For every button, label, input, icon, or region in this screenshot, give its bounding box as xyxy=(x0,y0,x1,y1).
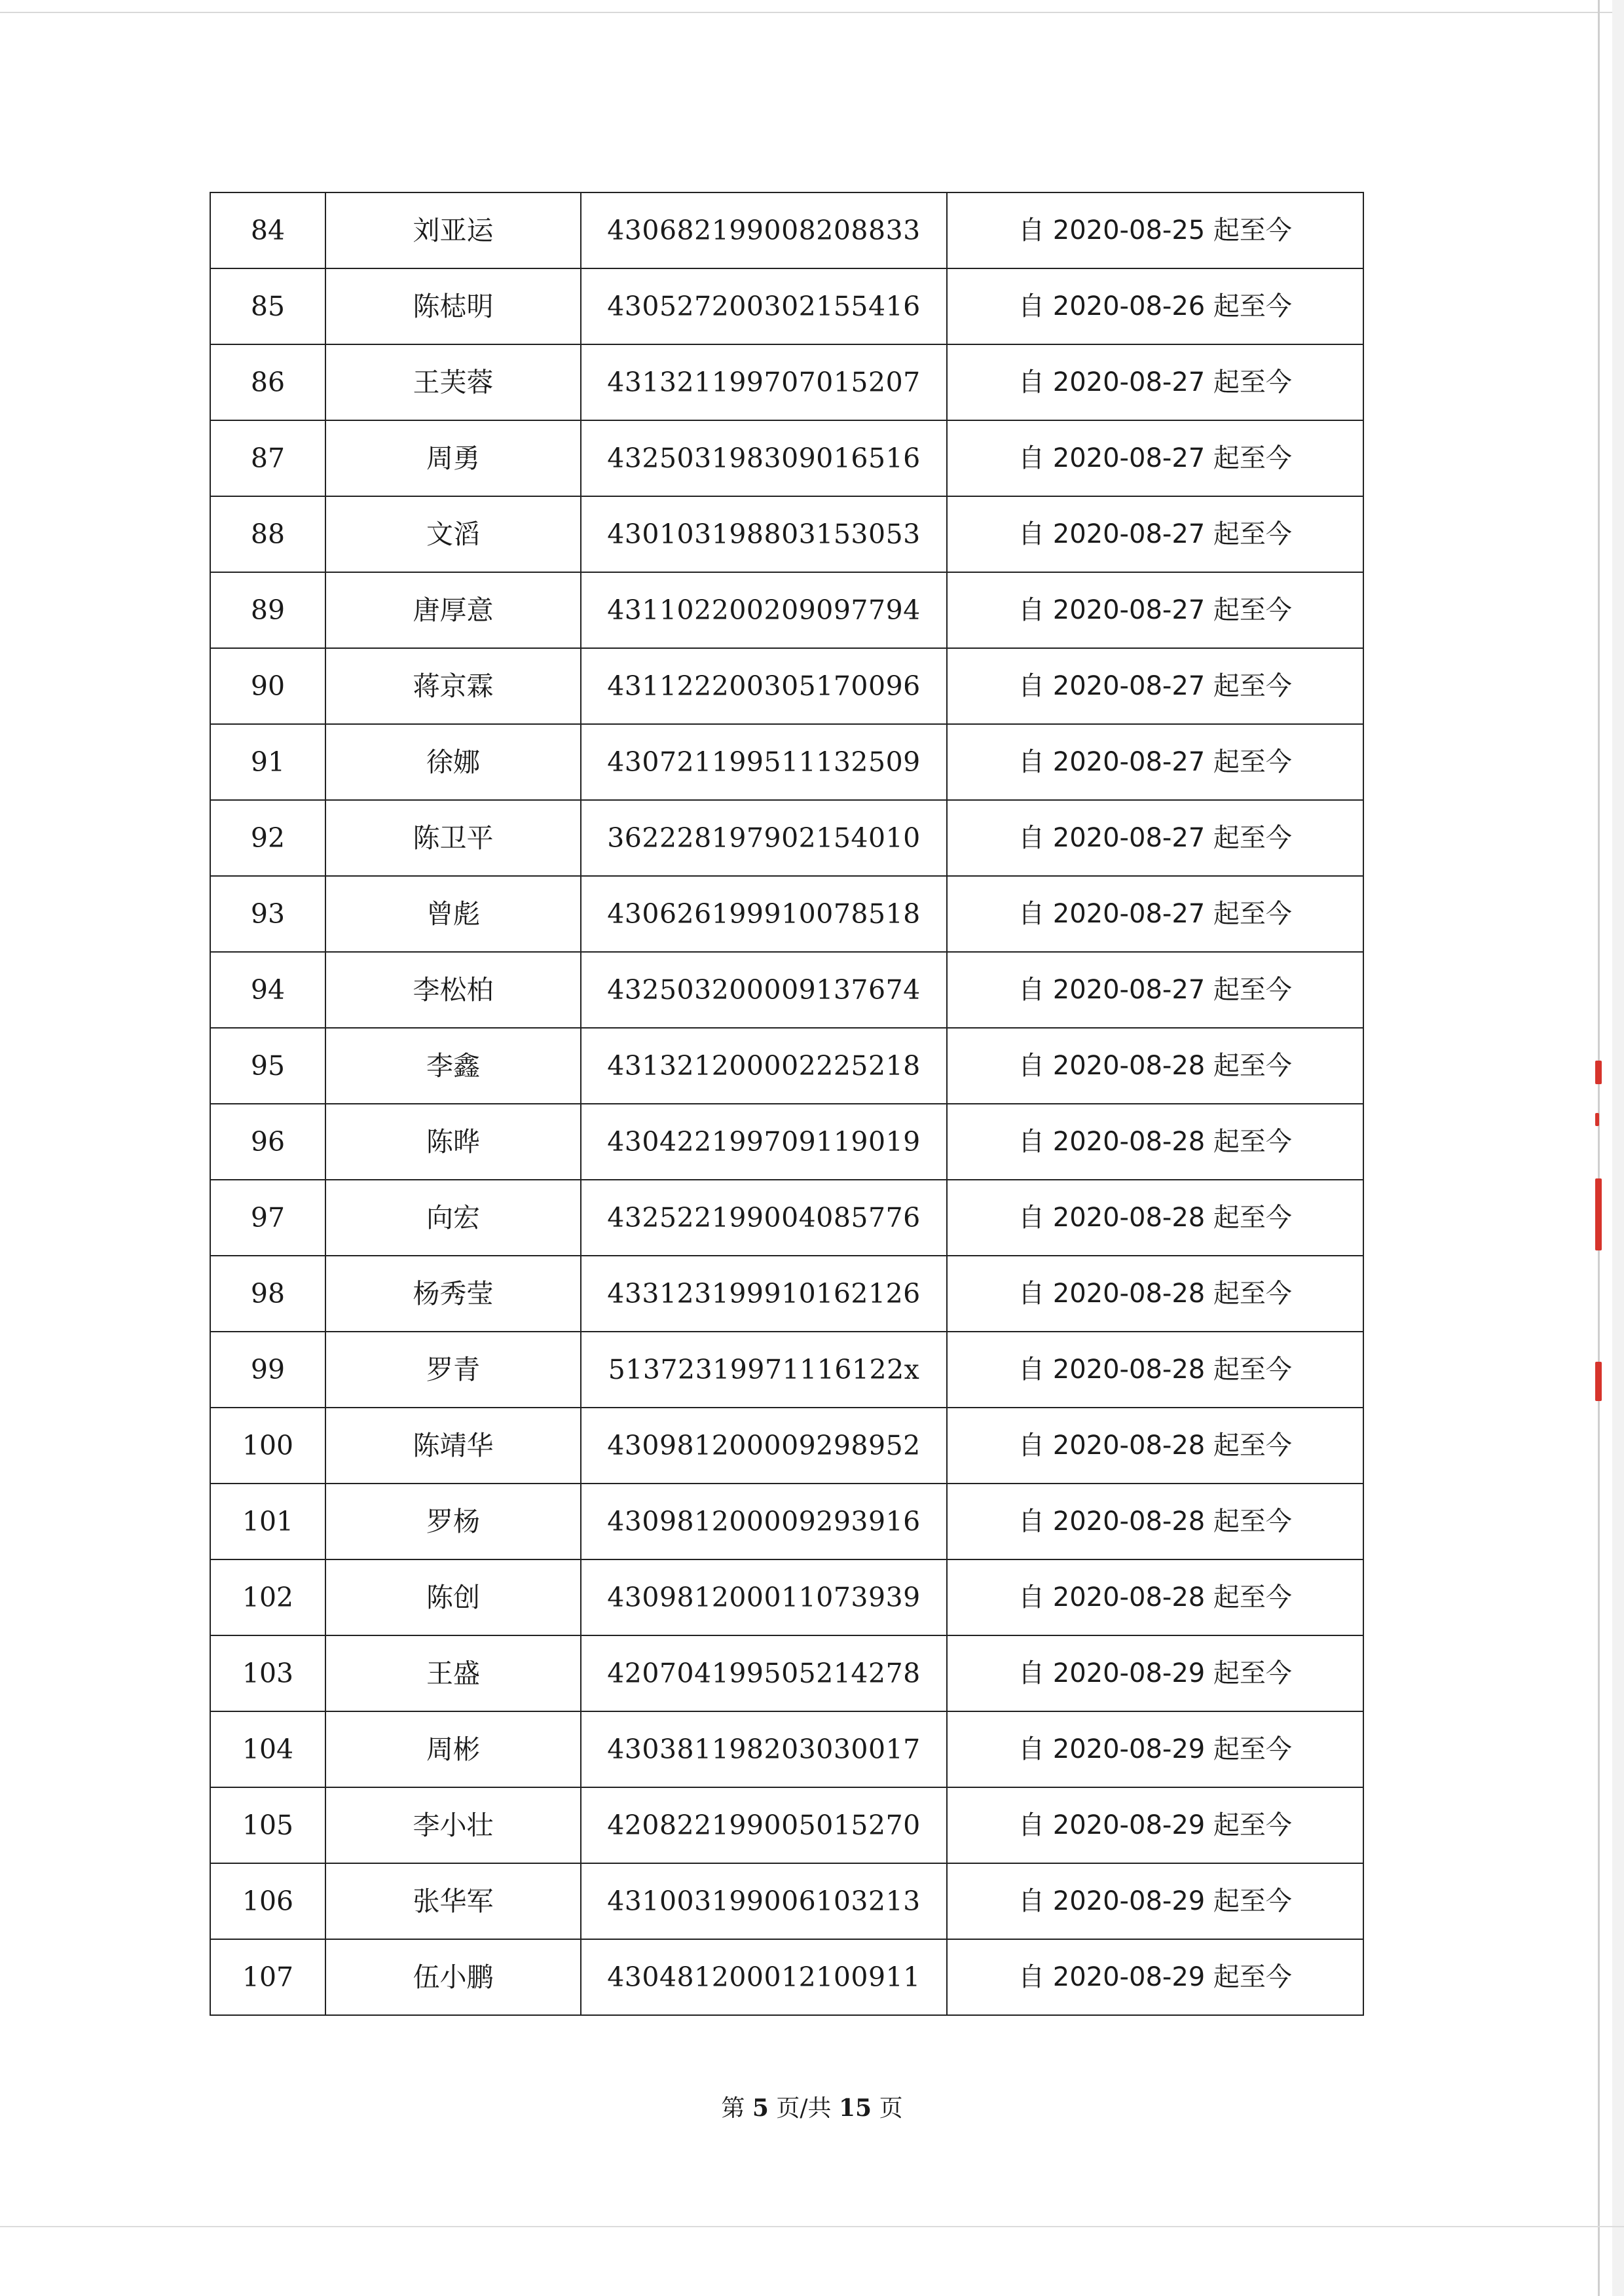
id-number-cell: 430527200302155416 xyxy=(581,268,947,344)
table-row xyxy=(210,572,1363,648)
scan-edge-bottom xyxy=(0,2226,1624,2227)
row-number-cell: 90 xyxy=(210,648,325,724)
id-number-cell: 431122200305170096 xyxy=(581,648,947,724)
footer-prefix: 第 xyxy=(721,2095,745,2122)
period-cell: 自 2020-08-28 起至今 xyxy=(947,1408,1363,1484)
name-cell: 文滔 xyxy=(325,496,581,572)
name-cell: 蒋京霖 xyxy=(325,648,581,724)
row-number-cell: 89 xyxy=(210,572,325,648)
table-row xyxy=(210,420,1363,496)
id-number-cell: 430422199709119019 xyxy=(581,1104,947,1180)
row-number-cell: 103 xyxy=(210,1635,325,1711)
name-cell: 伍小鹏 xyxy=(325,1939,581,2015)
id-number-cell: 432503198309016516 xyxy=(581,420,947,496)
name-cell: 陈创 xyxy=(325,1559,581,1635)
name-cell: 徐娜 xyxy=(325,724,581,800)
period-cell: 自 2020-08-29 起至今 xyxy=(947,1635,1363,1711)
seal-fragment xyxy=(1595,1061,1602,1084)
row-number-cell: 88 xyxy=(210,496,325,572)
row-number-cell: 106 xyxy=(210,1863,325,1939)
period-cell: 自 2020-08-29 起至今 xyxy=(947,1711,1363,1787)
table-row xyxy=(210,1256,1363,1332)
name-cell: 向宏 xyxy=(325,1180,581,1256)
table-row xyxy=(210,648,1363,724)
name-cell: 陈梽明 xyxy=(325,268,581,344)
period-cell: 自 2020-08-28 起至今 xyxy=(947,1028,1363,1104)
footer-middle: 页/共 xyxy=(776,2095,832,2122)
seal-fragment xyxy=(1595,1113,1599,1126)
row-number-cell: 91 xyxy=(210,724,325,800)
row-number-cell: 96 xyxy=(210,1104,325,1180)
seal-fragment xyxy=(1595,1178,1602,1250)
row-number-cell: 98 xyxy=(210,1256,325,1332)
row-number-cell: 87 xyxy=(210,420,325,496)
id-number-cell: 430682199008208833 xyxy=(581,192,947,268)
name-cell: 杨秀莹 xyxy=(325,1256,581,1332)
period-cell: 自 2020-08-29 起至今 xyxy=(947,1863,1363,1939)
table-row xyxy=(210,1028,1363,1104)
period-cell: 自 2020-08-27 起至今 xyxy=(947,420,1363,496)
name-cell: 陈晔 xyxy=(325,1104,581,1180)
period-cell: 自 2020-08-27 起至今 xyxy=(947,344,1363,420)
id-number-cell: 420704199505214278 xyxy=(581,1635,947,1711)
row-number-cell: 101 xyxy=(210,1484,325,1559)
id-number-cell: 430626199910078518 xyxy=(581,876,947,952)
period-cell: 自 2020-08-27 起至今 xyxy=(947,572,1363,648)
table-row xyxy=(210,344,1363,420)
name-cell: 唐厚意 xyxy=(325,572,581,648)
table-row xyxy=(210,268,1363,344)
scan-edge-top xyxy=(0,12,1624,13)
scan-edge-right xyxy=(1598,0,1600,2296)
roster-table xyxy=(210,192,1364,2016)
row-number-cell: 95 xyxy=(210,1028,325,1104)
period-cell: 自 2020-08-28 起至今 xyxy=(947,1484,1363,1559)
row-number-cell: 99 xyxy=(210,1332,325,1408)
name-cell: 陈靖华 xyxy=(325,1408,581,1484)
row-number-cell: 104 xyxy=(210,1711,325,1787)
table-row xyxy=(210,192,1363,268)
page-number-footer xyxy=(0,2090,1624,2123)
id-number-cell: 432522199004085776 xyxy=(581,1180,947,1256)
name-cell: 王盛 xyxy=(325,1635,581,1711)
table-row xyxy=(210,1635,1363,1711)
period-cell: 自 2020-08-28 起至今 xyxy=(947,1104,1363,1180)
name-cell: 李小壮 xyxy=(325,1787,581,1863)
name-cell: 罗杨 xyxy=(325,1484,581,1559)
period-cell: 自 2020-08-28 起至今 xyxy=(947,1332,1363,1408)
row-number-cell: 97 xyxy=(210,1180,325,1256)
period-cell: 自 2020-08-25 起至今 xyxy=(947,192,1363,268)
table-row xyxy=(210,1939,1363,2015)
period-cell: 自 2020-08-27 起至今 xyxy=(947,876,1363,952)
name-cell: 陈卫平 xyxy=(325,800,581,876)
period-cell: 自 2020-08-27 起至今 xyxy=(947,952,1363,1028)
row-number-cell: 93 xyxy=(210,876,325,952)
table-row xyxy=(210,876,1363,952)
name-cell: 刘亚运 xyxy=(325,192,581,268)
row-number-cell: 85 xyxy=(210,268,325,344)
table-row xyxy=(210,952,1363,1028)
footer-total-pages: 15 xyxy=(839,2094,872,2122)
name-cell: 周勇 xyxy=(325,420,581,496)
table-row xyxy=(210,1559,1363,1635)
id-number-cell: 431102200209097794 xyxy=(581,572,947,648)
period-cell: 自 2020-08-26 起至今 xyxy=(947,268,1363,344)
row-number-cell: 86 xyxy=(210,344,325,420)
id-number-cell: 430981200009298952 xyxy=(581,1408,947,1484)
table-row xyxy=(210,800,1363,876)
period-cell: 自 2020-08-28 起至今 xyxy=(947,1180,1363,1256)
table-row xyxy=(210,1787,1363,1863)
scan-edge-shadow xyxy=(1612,0,1624,2296)
footer-page-number: 5 xyxy=(752,2094,769,2122)
name-cell: 周彬 xyxy=(325,1711,581,1787)
table-row xyxy=(210,1711,1363,1787)
name-cell: 张华军 xyxy=(325,1863,581,1939)
name-cell: 李鑫 xyxy=(325,1028,581,1104)
name-cell: 李松柏 xyxy=(325,952,581,1028)
id-number-cell: 431321199707015207 xyxy=(581,344,947,420)
id-number-cell: 432503200009137674 xyxy=(581,952,947,1028)
period-cell: 自 2020-08-27 起至今 xyxy=(947,724,1363,800)
id-number-cell: 430721199511132509 xyxy=(581,724,947,800)
id-number-cell: 433123199910162126 xyxy=(581,1256,947,1332)
footer-suffix: 页 xyxy=(879,2095,903,2122)
id-number-cell: 430381198203030017 xyxy=(581,1711,947,1787)
period-cell: 自 2020-08-27 起至今 xyxy=(947,496,1363,572)
table-row xyxy=(210,1104,1363,1180)
id-number-cell: 431003199006103213 xyxy=(581,1863,947,1939)
period-cell: 自 2020-08-27 起至今 xyxy=(947,800,1363,876)
id-number-cell: 51372319971116122x xyxy=(581,1332,947,1408)
row-number-cell: 107 xyxy=(210,1939,325,2015)
id-number-cell: 420822199005015270 xyxy=(581,1787,947,1863)
table-row xyxy=(210,724,1363,800)
table-row xyxy=(210,496,1363,572)
id-number-cell: 430481200012100911 xyxy=(581,1939,947,2015)
roster-table-body xyxy=(210,192,1363,2015)
table-row xyxy=(210,1484,1363,1559)
table-row xyxy=(210,1408,1363,1484)
period-cell: 自 2020-08-29 起至今 xyxy=(947,1939,1363,2015)
period-cell: 自 2020-08-27 起至今 xyxy=(947,648,1363,724)
name-cell: 王芙蓉 xyxy=(325,344,581,420)
row-number-cell: 94 xyxy=(210,952,325,1028)
id-number-cell: 430981200009293916 xyxy=(581,1484,947,1559)
name-cell: 罗青 xyxy=(325,1332,581,1408)
table-row xyxy=(210,1180,1363,1256)
id-number-cell: 431321200002225218 xyxy=(581,1028,947,1104)
seal-fragment xyxy=(1595,1362,1602,1401)
id-number-cell: 430981200011073939 xyxy=(581,1559,947,1635)
period-cell: 自 2020-08-28 起至今 xyxy=(947,1256,1363,1332)
table-row xyxy=(210,1863,1363,1939)
row-number-cell: 105 xyxy=(210,1787,325,1863)
table-row xyxy=(210,1332,1363,1408)
row-number-cell: 84 xyxy=(210,192,325,268)
id-number-cell: 430103198803153053 xyxy=(581,496,947,572)
row-number-cell: 92 xyxy=(210,800,325,876)
row-number-cell: 102 xyxy=(210,1559,325,1635)
id-number-cell: 362228197902154010 xyxy=(581,800,947,876)
row-number-cell: 100 xyxy=(210,1408,325,1484)
period-cell: 自 2020-08-29 起至今 xyxy=(947,1787,1363,1863)
period-cell: 自 2020-08-28 起至今 xyxy=(947,1559,1363,1635)
name-cell: 曾彪 xyxy=(325,876,581,952)
